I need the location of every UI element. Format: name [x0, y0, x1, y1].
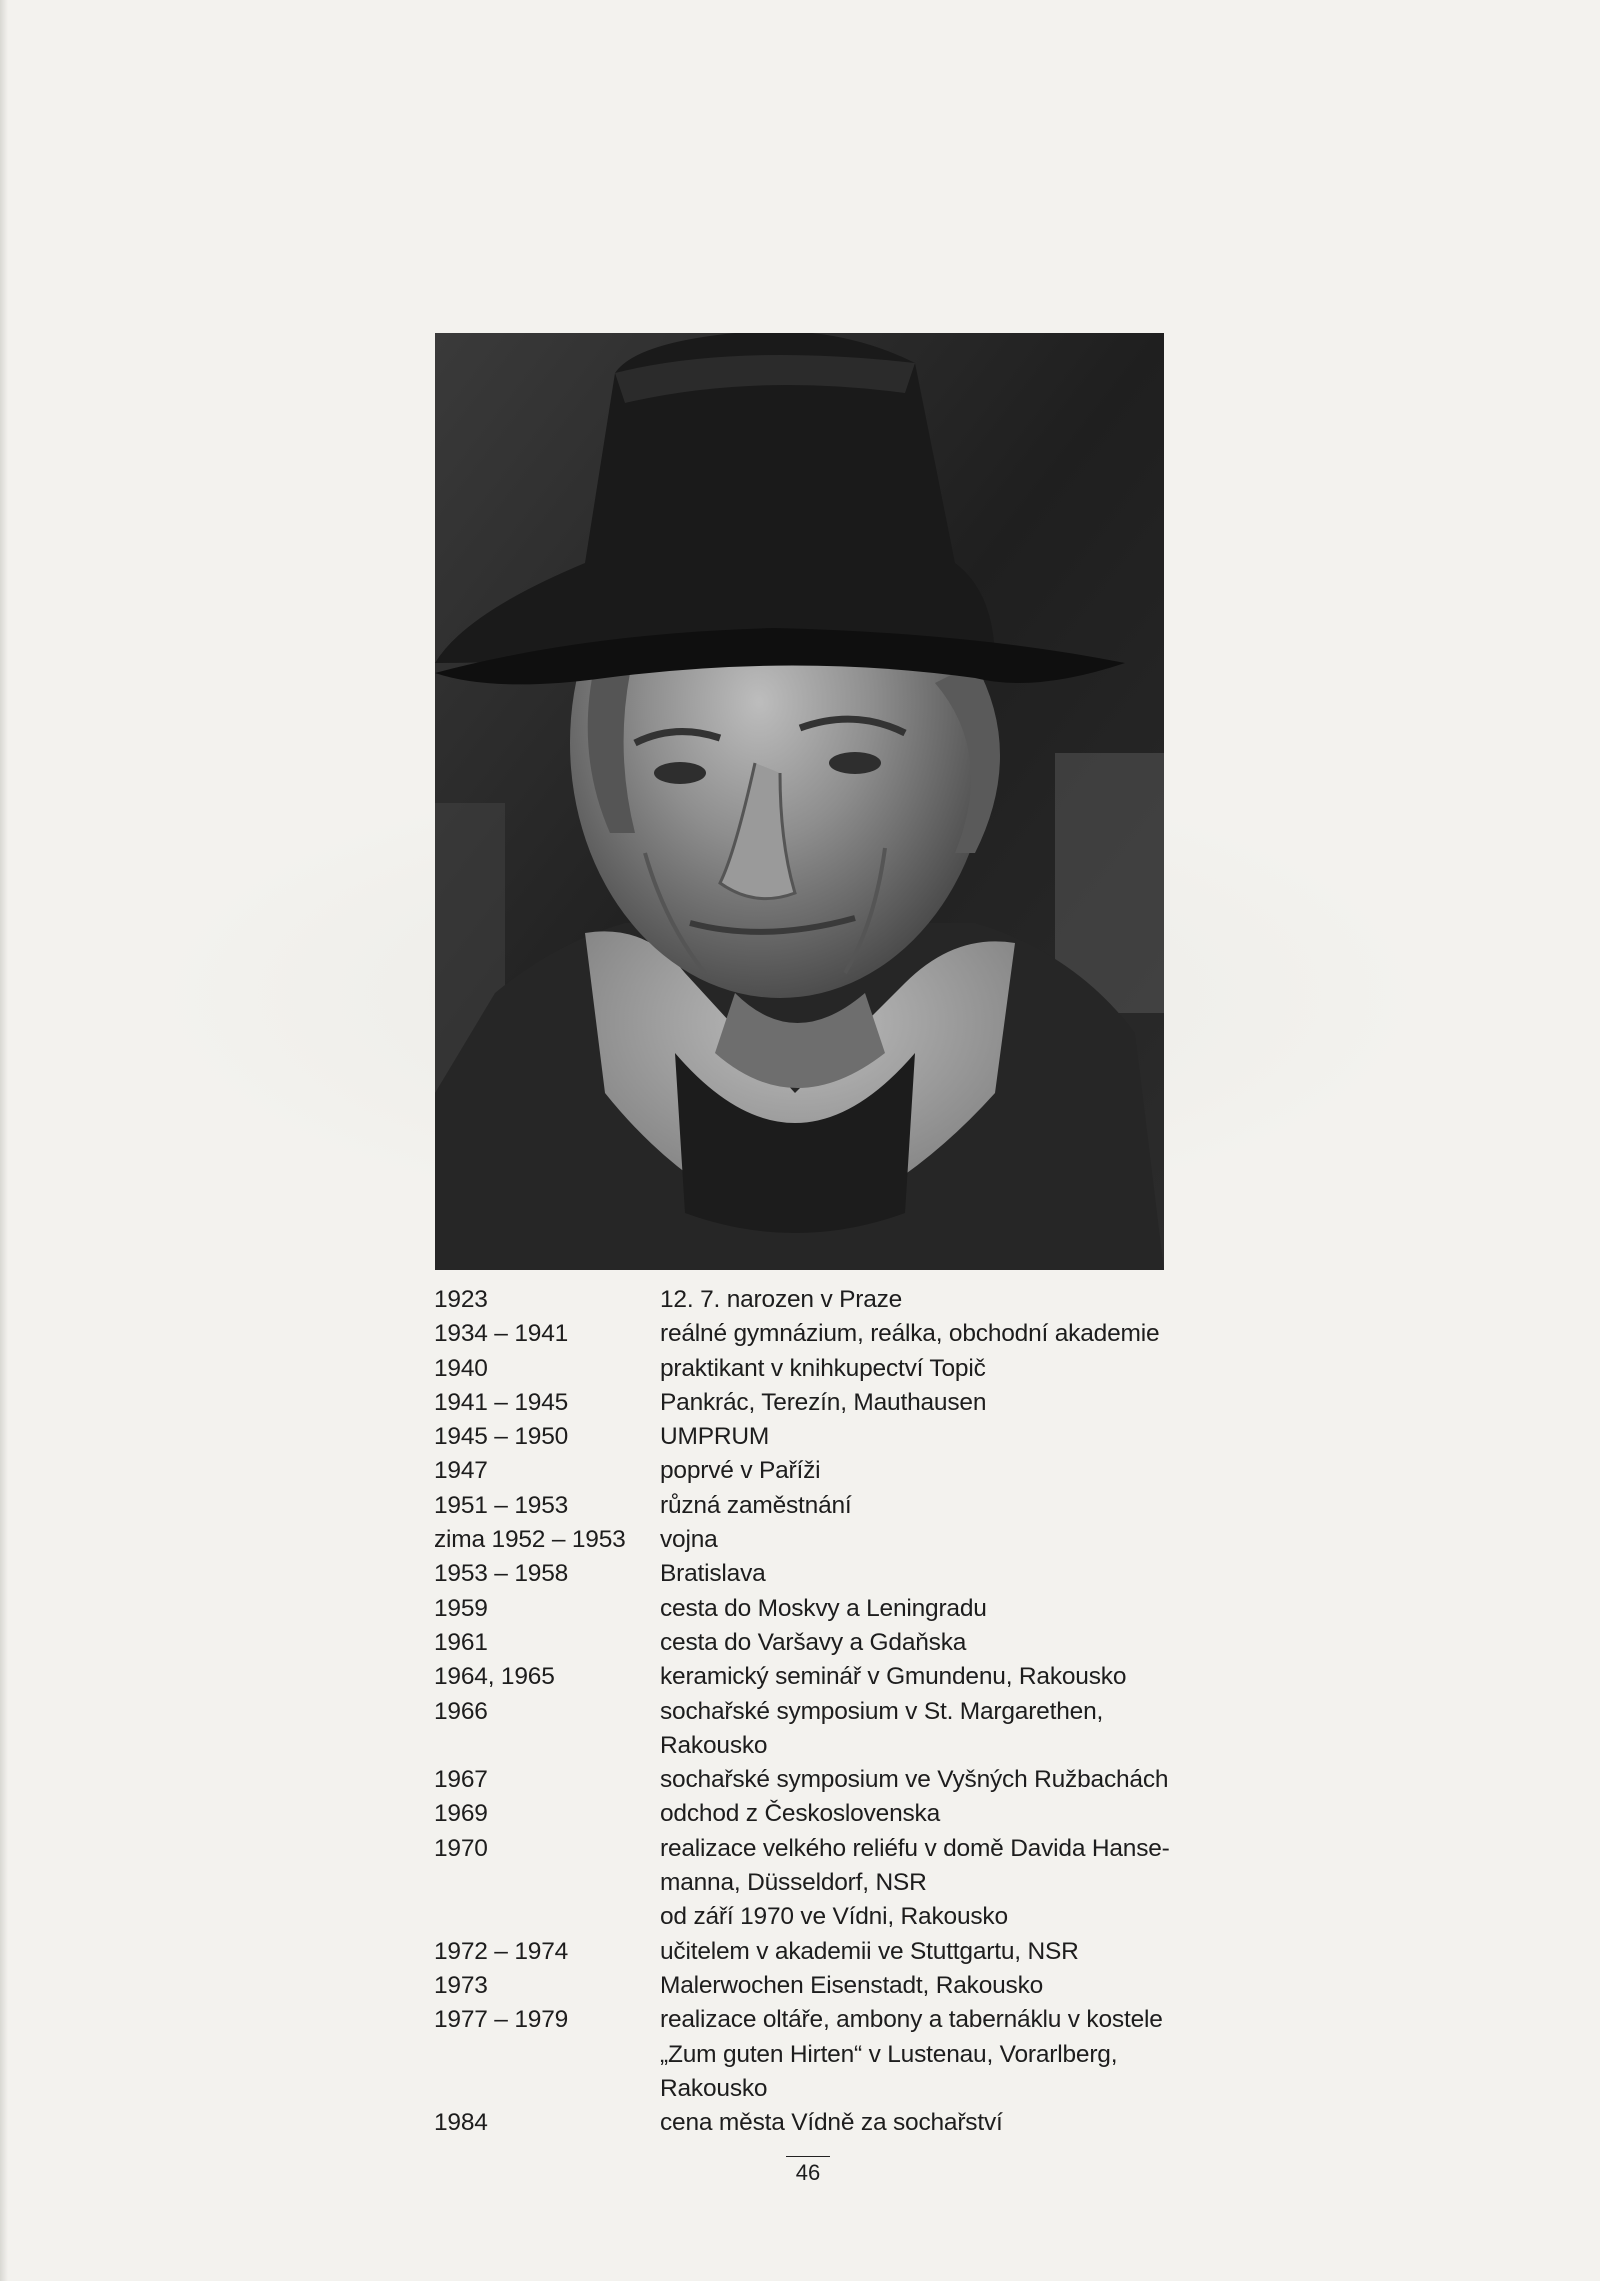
chronology-entry [434, 1420, 1254, 1454]
entry-year: 1964, 1965 [434, 1663, 555, 1691]
chronology-entry [434, 1592, 1254, 1626]
entry-year: 1967 [434, 1766, 488, 1794]
portrait-photo-icon [435, 333, 1164, 1270]
entry-line: Bratislava [660, 1560, 766, 1588]
entry-year: 1972 – 1974 [434, 1937, 569, 1965]
entry-events [660, 1763, 1254, 1797]
chronology-entry [434, 1283, 1254, 1317]
entry-line: Rakousko [660, 2074, 768, 2102]
entry-year: 1945 – 1950 [434, 1423, 569, 1451]
entry-line: odchod z Československa [660, 1800, 941, 1828]
entry-year: 1959 [434, 1594, 488, 1622]
chronology-entry [434, 1935, 1254, 1969]
portrait-photo [435, 333, 1164, 1270]
entry-year: 1977 – 1979 [434, 2006, 569, 2034]
entry-year: 1953 – 1958 [434, 1560, 569, 1588]
entry-year: 1934 – 1941 [434, 1320, 569, 1348]
entry-line: poprvé v Paříži [660, 1457, 821, 1485]
chronology-list [434, 1283, 1254, 2140]
entry-line: učitelem v akademii ve Stuttgartu, NSR [660, 1937, 1079, 1965]
chronology-entry [434, 1523, 1254, 1557]
entry-line: cesta do Moskvy a Leningradu [660, 1594, 987, 1622]
entry-line: 12. 7. narozen v Praze [660, 1286, 903, 1313]
entry-year: 1961 [434, 1628, 488, 1656]
entry-events [660, 1352, 1254, 1386]
entry-line: různá zaměstnání [660, 1491, 852, 1519]
entry-line: vojna [660, 1526, 718, 1554]
chronology-entry [434, 1317, 1254, 1351]
entry-year: 1923 [434, 1286, 488, 1313]
chronology-entry [434, 1557, 1254, 1591]
chronology-entry [434, 2106, 1254, 2140]
chronology-entry [434, 1489, 1254, 1523]
entry-line: sochařské symposium v St. Margarethen, [660, 1697, 1104, 1725]
entry-year: 1970 [434, 1834, 488, 1862]
entry-line: realizace velkého reliéfu v domě Davida Hanse- [660, 1834, 1170, 1862]
entry-events [660, 1489, 1254, 1523]
entry-events [660, 1454, 1254, 1488]
chronology-entry [434, 1832, 1254, 1935]
chronology-entry [434, 1695, 1254, 1764]
entry-events [660, 1557, 1254, 1591]
chronology-entry [434, 1386, 1254, 1420]
entry-line: Rakousko [660, 1731, 768, 1759]
chronology-entry [434, 2003, 1254, 2106]
chronology-entry [434, 1352, 1254, 1386]
entry-year: 1947 [434, 1457, 488, 1485]
chronology-entry [434, 1660, 1254, 1694]
entry-line: realizace oltáře, ambony a tabernáklu v kostele [660, 2006, 1163, 2034]
entry-line: od září 1970 ve Vídni, Rakousko [660, 1903, 1008, 1931]
entry-events [660, 2106, 1254, 2140]
entry-line: Malerwochen Eisenstadt, Rakousko [660, 1971, 1044, 1999]
entry-line: cena města Vídně za sochařství [660, 2109, 1003, 2137]
chronology-entry [434, 1454, 1254, 1488]
entry-events [660, 1317, 1254, 1351]
entry-events [660, 1283, 1254, 1317]
entry-events [660, 1695, 1254, 1764]
entry-line: „Zum guten Hirten“ v Lustenau, Vorarlberg, [660, 2040, 1118, 2068]
entry-events [660, 1626, 1254, 1660]
entry-line: manna, Düsseldorf, NSR [660, 1869, 927, 1897]
chronology-entry [434, 1969, 1254, 2003]
page-edge [0, 0, 8, 2281]
entry-events [660, 1797, 1254, 1831]
entry-year: zima 1952 – 1953 [434, 1526, 626, 1554]
entry-events [660, 1386, 1254, 1420]
chronology-entry [434, 1763, 1254, 1797]
entry-events [660, 2003, 1254, 2106]
chronology-entry [434, 1797, 1254, 1831]
entry-events [660, 1592, 1254, 1626]
entry-line: Pankrác, Terezín, Mauthausen [660, 1388, 987, 1416]
entry-events [660, 1969, 1254, 2003]
entry-year: 1951 – 1953 [434, 1491, 569, 1519]
entry-year: 1941 – 1945 [434, 1388, 569, 1416]
entry-year: 1984 [434, 2109, 488, 2137]
page-number: 46 [786, 2156, 830, 2186]
entry-line: UMPRUM [660, 1423, 770, 1451]
entry-events [660, 1832, 1254, 1935]
entry-events [660, 1660, 1254, 1694]
entry-line: praktikant v knihkupectví Topič [660, 1354, 986, 1382]
chronology-entry [434, 1626, 1254, 1660]
entry-year: 1973 [434, 1971, 488, 1999]
entry-events [660, 1935, 1254, 1969]
entry-line: cesta do Varšavy a Gdaňska [660, 1628, 967, 1656]
entry-year: 1969 [434, 1800, 488, 1828]
entry-line: sochařské symposium ve Vyšných Ružbachách [660, 1766, 1169, 1794]
entry-line: reálné gymnázium, reálka, obchodní akademie [660, 1320, 1160, 1348]
entry-line: keramický seminář v Gmundenu, Rakousko [660, 1663, 1127, 1691]
entry-events [660, 1420, 1254, 1454]
entry-year: 1966 [434, 1697, 488, 1725]
entry-year: 1940 [434, 1354, 488, 1382]
entry-events [660, 1523, 1254, 1557]
